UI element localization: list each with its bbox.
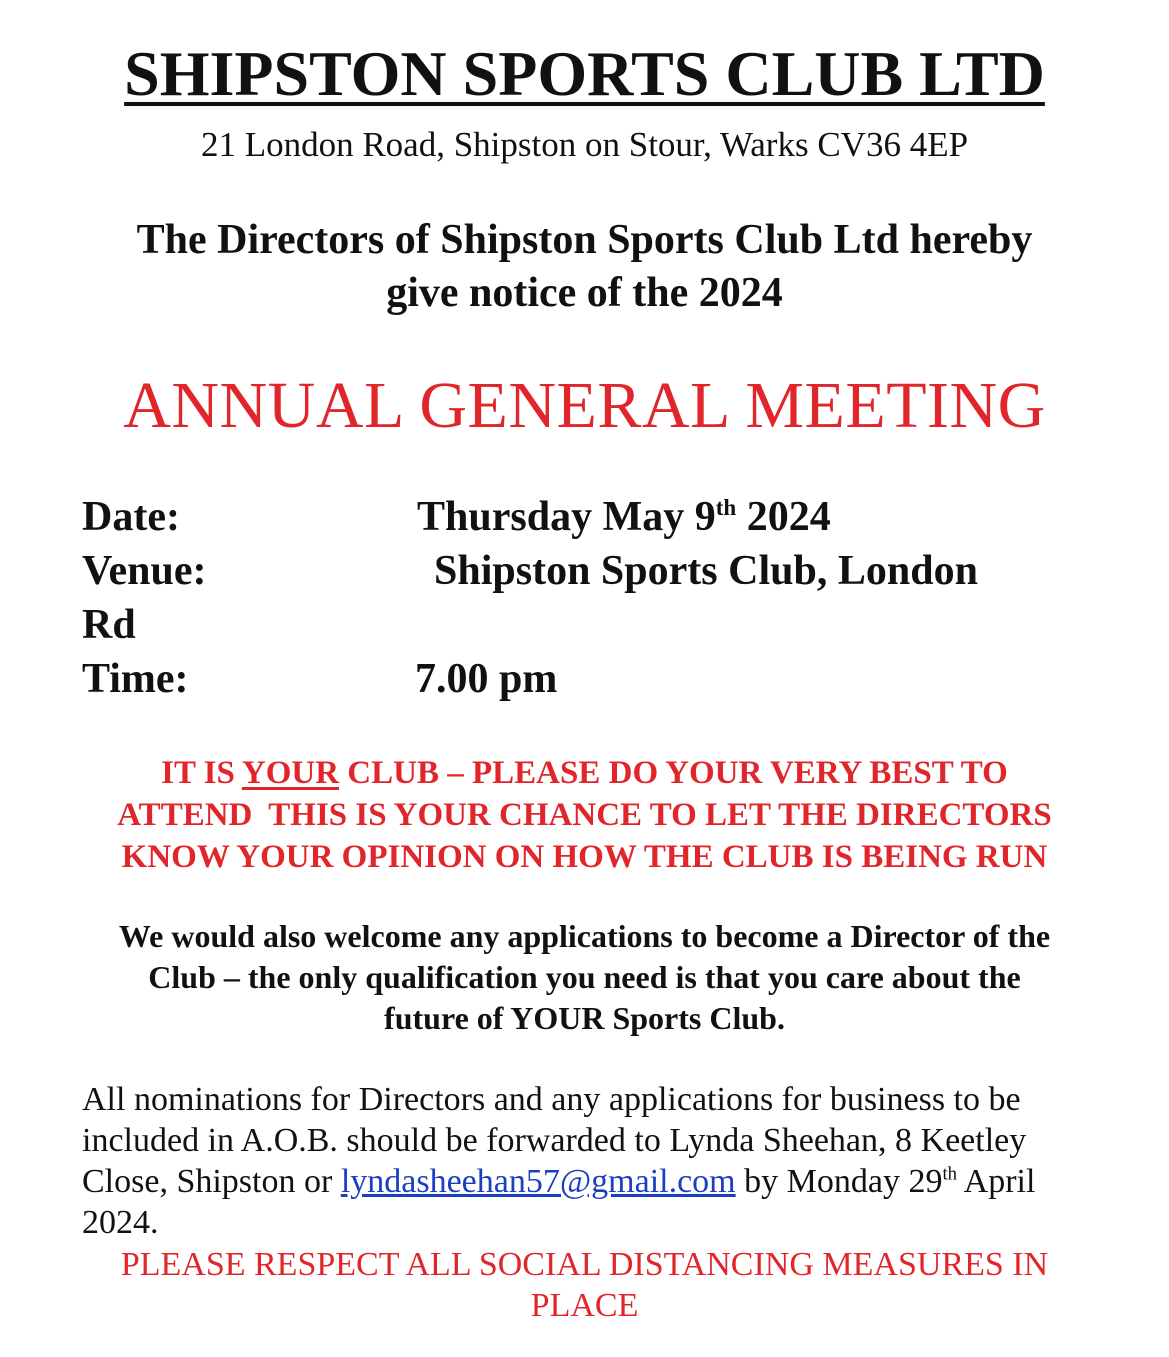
time-value: 7.00 pm [415,656,558,702]
date-value-main: Thursday May 9 [417,494,716,540]
club-title-text: SHIPSTON SPORTS CLUB LTD [124,38,1045,109]
club-title [0,38,1169,109]
deadline-suffix: th [942,1163,958,1185]
nominations-paragraph [82,1079,1092,1243]
attendance-appeal [0,752,1169,878]
date-label: Date: [82,494,180,540]
appeal-text: IT IS [161,755,242,791]
director-applications-line-1: We would also welcome any applications to become a Director of the [118,918,1051,954]
distancing-notice-line-2: PLACE [530,1287,639,1324]
nominations-deadline: by Monday 29 [735,1163,943,1200]
notice-intro-line-2: give notice of the 2024 [386,270,783,316]
contact-email-link[interactable]: lyndasheehan57@gmail.com [340,1163,736,1200]
venue-label: Venue: [82,548,207,594]
meeting-heading: ANNUAL GENERAL MEETING [123,369,1046,442]
time-label: Time: [82,656,189,702]
notice-intro [0,214,1169,320]
attendance-appeal-line-3: KNOW YOUR OPINION ON HOW THE CLUB IS BEING RUN [121,839,1048,875]
venue-value: Shipston Sports Club, London [434,548,978,594]
club-address: 21 London Road, Shipston on Stour, Warks CV36 4EP [200,125,969,164]
distancing-notice-line-1: PLEASE RESPECT ALL SOCIAL DISTANCING MEASURES IN [120,1246,1049,1283]
director-applications-line-2: Club – the only qualification you need is that you care about the [148,959,1021,995]
director-applications-line-3: future of YOUR Sports Club. [384,1000,785,1036]
venue-value-wrap: Rd [82,602,136,648]
director-applications [0,916,1169,1039]
nominations-deadline-end: April 2024. [82,1163,1036,1241]
date-value-year: 2024 [736,494,831,540]
attendance-appeal-line-1 [0,752,1169,794]
nominations-text: All nominations for Directors and any applications for business to be included in A.O.B. should be forwarded to Lynda Sheehan, 8 Keetley Close, Shipston or [82,1081,1027,1200]
distancing-notice [0,1244,1169,1326]
date-value-suffix: th [715,494,737,520]
notice-intro-line-1: The Directors of Shipston Sports Club Ltd hereby [136,217,1033,263]
appeal-emphasis: YOUR [241,755,340,791]
date-value [417,490,831,544]
attendance-appeal-line-2: ATTEND THIS IS YOUR CHANCE TO LET THE DIRECTORS [117,797,1052,833]
appeal-text-rest: CLUB – PLEASE DO YOUR VERY BEST TO [339,755,1008,791]
